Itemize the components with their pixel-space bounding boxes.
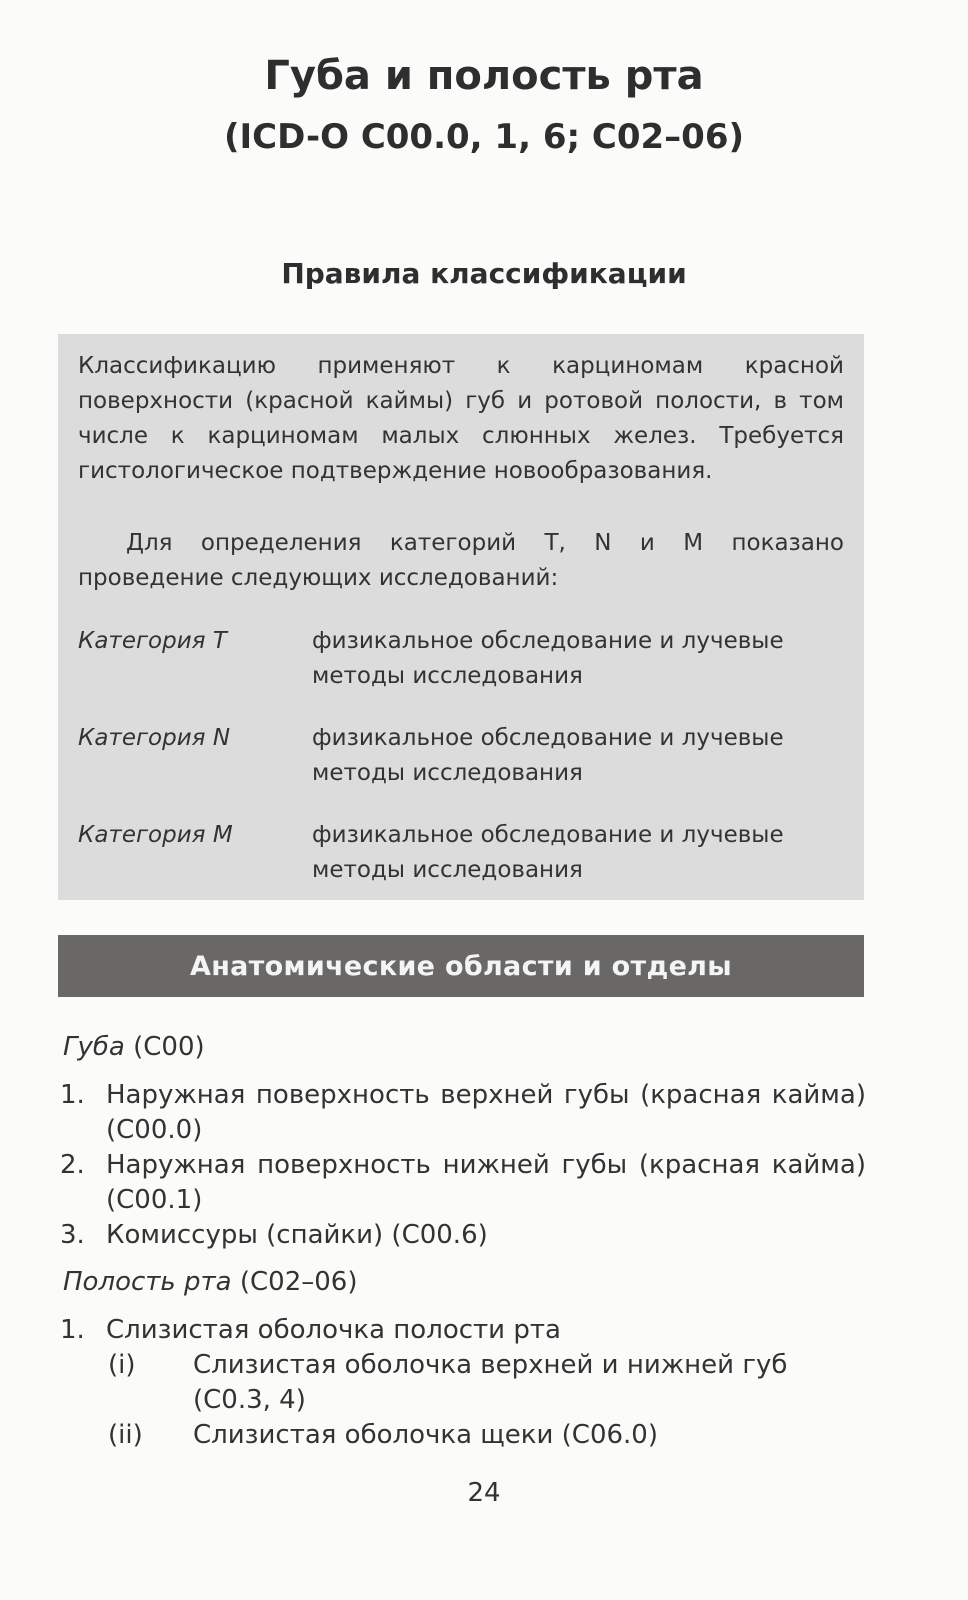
category-label: Категория T bbox=[78, 628, 227, 654]
category-label: Категория N bbox=[78, 725, 231, 751]
lip-section-title bbox=[63, 1030, 205, 1064]
list-item-number: 1. bbox=[60, 1315, 85, 1345]
category-description: физикальное обследование и лучевые методы исследования bbox=[312, 628, 784, 689]
category-row-m bbox=[78, 818, 844, 890]
page-number: 24 bbox=[467, 1478, 501, 1508]
lip-code: (C00) bbox=[133, 1032, 205, 1062]
list-item-text: Слизистая оболочка полости рта bbox=[106, 1315, 561, 1345]
oral-cavity-code: (C02–06) bbox=[239, 1267, 358, 1297]
anatomy-heading: Анатомические области и отделы bbox=[190, 950, 732, 982]
sub-list-item-text: Слизистая оболочка щеки (C06.0) bbox=[193, 1420, 658, 1450]
sub-list-item-text: Слизистая оболочка верхней и нижней губ (C0.3, 4) bbox=[193, 1350, 788, 1415]
rules-heading: Правила классификации bbox=[281, 257, 687, 290]
page-subtitle: (ICD-O C00.0, 1, 6; C02–06) bbox=[223, 117, 745, 157]
category-description: физикальное обследование и лучевые методы исследования bbox=[312, 725, 784, 786]
category-label: Категория M bbox=[78, 822, 233, 848]
sub-list-item-number: (i) bbox=[108, 1350, 136, 1380]
list-item-text: Наружная поверхность верхней губы (красная кайма) (C00.0) bbox=[106, 1080, 866, 1145]
lip-title: Губа bbox=[63, 1032, 125, 1062]
anatomy-heading-bar bbox=[58, 935, 864, 997]
list-item-text: Наружная поверхность нижней губы (красная кайма) (C00.1) bbox=[106, 1150, 866, 1215]
list-item-text: Комиссуры (спайки) (C00.6) bbox=[106, 1220, 488, 1250]
list-item-number: 1. bbox=[60, 1080, 85, 1110]
category-row-t bbox=[78, 624, 844, 696]
rules-paragraph-1: Классификацию применяют к карциномам красной поверхности (красной каймы) губ и ротовой полости, в том числе к карциномам малых слюнных желез. Требуется гистологическое подтверждение новообразования. bbox=[78, 353, 844, 484]
rules-box bbox=[58, 334, 864, 900]
category-description: физикальное обследование и лучевые методы исследования bbox=[312, 822, 784, 883]
page-title: Губа и полость рта bbox=[264, 53, 704, 99]
rules-paragraph-2: Для определения категорий T, N и M показано проведение следующих исследований: bbox=[78, 530, 844, 591]
category-row-n bbox=[78, 721, 844, 793]
list-item-number: 3. bbox=[60, 1220, 85, 1250]
sub-list-item-number: (ii) bbox=[108, 1420, 143, 1450]
list-item-number: 2. bbox=[60, 1150, 85, 1180]
oral-cavity-section-title bbox=[63, 1265, 357, 1299]
oral-cavity-title: Полость рта bbox=[63, 1267, 232, 1297]
